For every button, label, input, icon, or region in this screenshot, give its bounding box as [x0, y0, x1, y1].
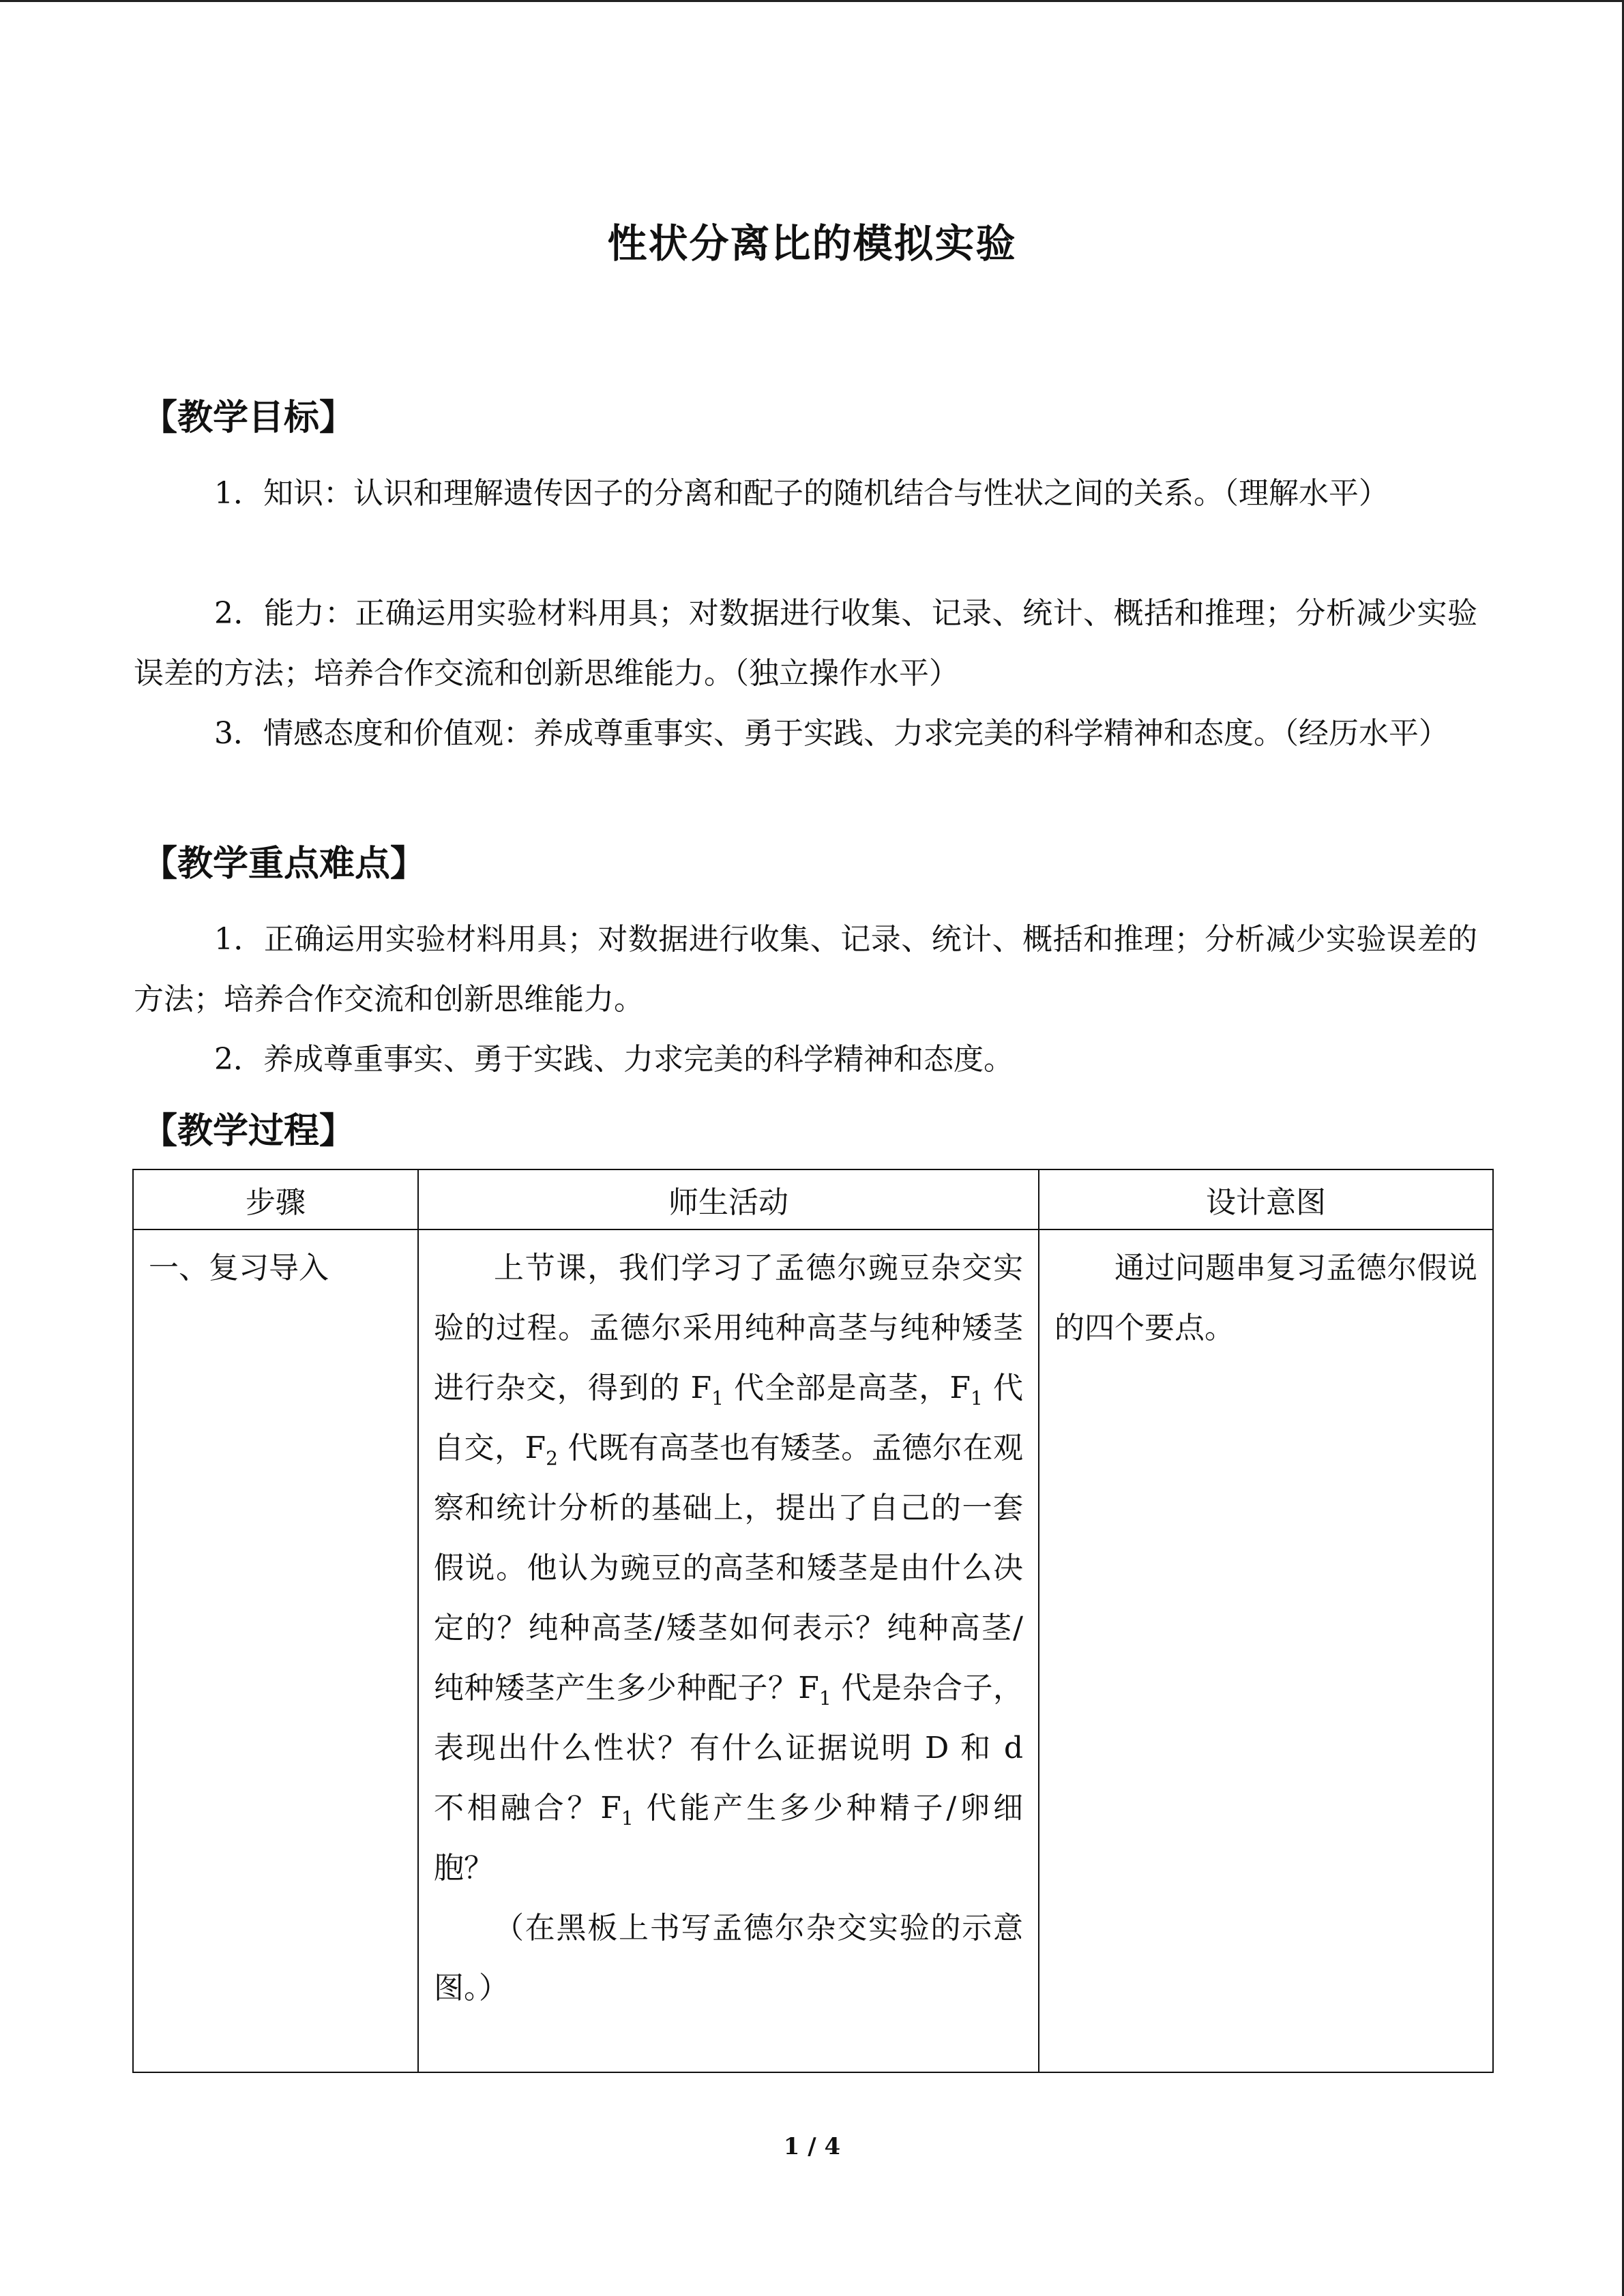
subscript: 2 — [546, 1446, 558, 1470]
activity-text: 代既有高茎也有矮茎。孟德尔在观察和统计分析的基础上，提出了自己的一套假说。他认为豌豆的高茎和矮茎是由什么决定的？纯种高茎/矮茎如何表示？纯种高茎/纯种矮茎产生多少种配子？F — [434, 1431, 1023, 1705]
key-points-heading: 【教学重点难点】 — [142, 844, 426, 884]
activity-paragraph — [434, 1238, 1023, 1898]
objective-item-3: 3．情感态度和价值观：养成尊重事实、勇于实践、力求完美的科学精神和态度。（经历水平） — [214, 716, 1449, 751]
subscript: 1 — [711, 1386, 724, 1410]
page-number: 1 / 4 — [783, 2133, 841, 2160]
table-header-row — [133, 1169, 1493, 1229]
process-heading: 【教学过程】 — [142, 1111, 355, 1152]
activity-text: 上节课，我们学习了孟德尔豌豆杂交实验的过程。孟德尔采用纯种高茎与纯种矮茎进行杂交，得到的 F — [434, 1251, 1023, 1405]
table-row — [133, 1229, 1493, 2072]
objective-item-2: 2．能力：正确运用实验材料用具；对数据进行收集、记录、统计、概括和推理；分析减少实验误差的方法；培养合作交流和创新思维能力。（独立操作水平） — [134, 596, 1477, 691]
activity-text: 代全部是高茎，F — [724, 1371, 971, 1405]
step-cell: 一、复习导入 — [133, 1229, 418, 2072]
column-header-step: 步骤 — [133, 1169, 418, 1229]
activity-text: 代自交，F — [434, 1371, 1023, 1465]
subscript: 1 — [971, 1386, 983, 1410]
document-title: 性状分离比的模拟实验 — [607, 220, 1017, 267]
subscript: 1 — [818, 1686, 831, 1710]
intent-cell: 通过问题串复习孟德尔假说的四个要点。 — [1039, 1229, 1493, 2072]
column-header-activity: 师生活动 — [418, 1169, 1039, 1229]
objective-item-1: 1．知识：认识和理解遗传因子的分离和配子的随机结合与性状之间的关系。（理解水平） — [214, 476, 1389, 511]
process-table — [132, 1169, 1494, 2073]
key-point-item-2: 2．养成尊重事实、勇于实践、力求完美的科学精神和态度。 — [214, 1042, 1014, 1077]
key-point-item-1: 1．正确运用实验材料用具；对数据进行收集、记录、统计、概括和推理；分析减少实验误差的方法；培养合作交流和创新思维能力。 — [134, 922, 1477, 1017]
activity-cell — [418, 1229, 1039, 2072]
activity-note: （在黑板上书写孟德尔杂交实验的示意图。） — [434, 1911, 1023, 2006]
column-header-intent: 设计意图 — [1039, 1169, 1493, 1229]
objectives-heading: 【教学目标】 — [142, 398, 355, 438]
activity-text: 代是杂合子，表现出什么性状？有什么证据说明 D 和 d 不相融合？F — [434, 1671, 1023, 1825]
activity-text: 代能产生多少种精子/卵细胞？ — [434, 1791, 1023, 1885]
subscript: 1 — [621, 1806, 634, 1830]
page-border-top — [0, 0, 1624, 2]
